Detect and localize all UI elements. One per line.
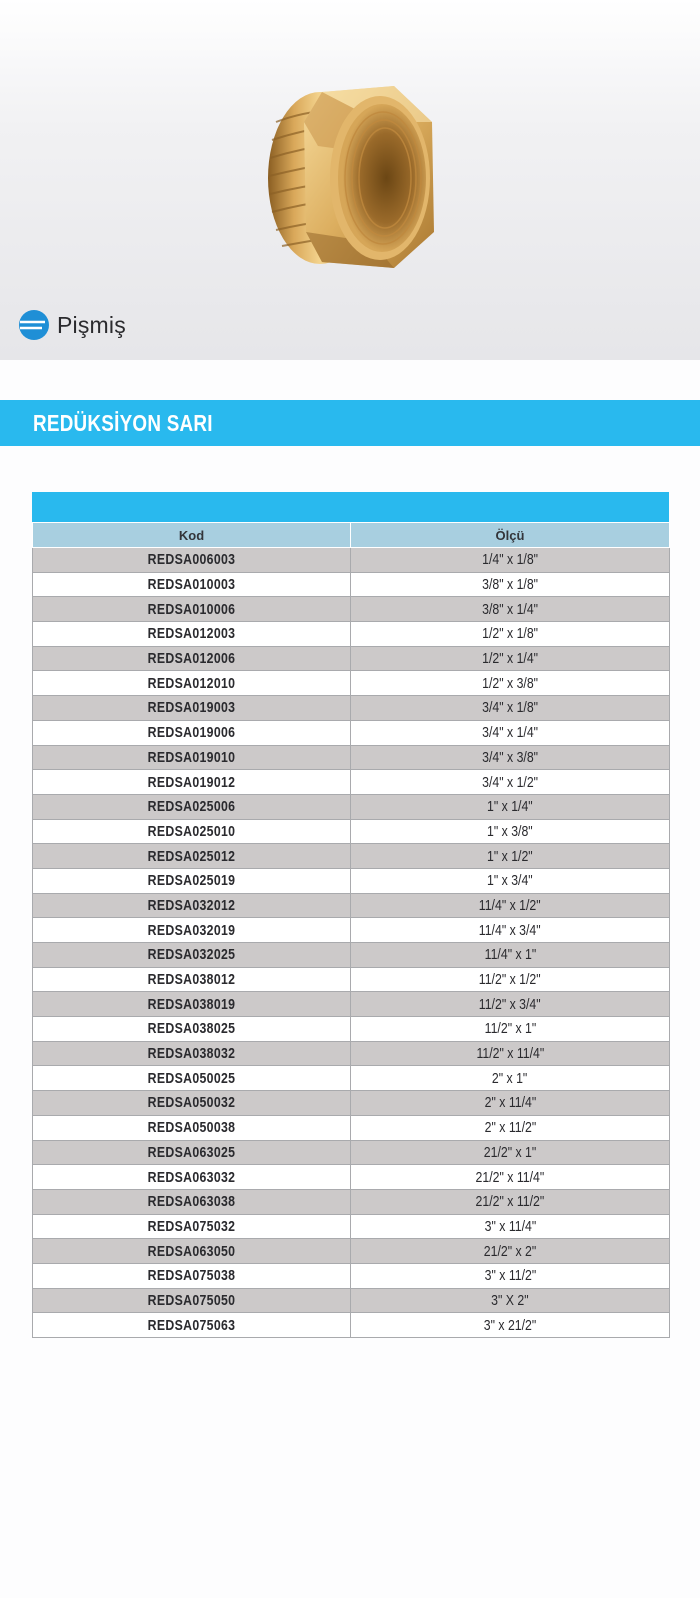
table-row: [33, 992, 670, 1017]
code-text: REDSA019003: [147, 699, 236, 717]
size-text: 2" x 11/4": [484, 1094, 536, 1112]
code-text: REDSA038032: [147, 1045, 236, 1063]
brass-reducer-fitting-icon: [262, 82, 438, 274]
table-row: [33, 548, 670, 573]
row-size: [351, 1041, 670, 1066]
row-size: [351, 572, 670, 597]
size-text: 11/2" x 1/2": [479, 971, 541, 989]
size-text: 1" x 3/4": [487, 872, 533, 890]
table-row: [33, 696, 670, 721]
size-text: 11/2" x 1": [484, 1020, 536, 1038]
row-size: [351, 1140, 670, 1165]
row-code: [33, 572, 351, 597]
row-code: [33, 1066, 351, 1091]
code-text: REDSA038019: [147, 995, 236, 1013]
table-row: [33, 1189, 670, 1214]
table-row: [33, 720, 670, 745]
row-size: [351, 868, 670, 893]
row-size: [351, 1091, 670, 1116]
row-size: [351, 622, 670, 647]
code-text: REDSA063025: [147, 1143, 236, 1161]
code-text: REDSA025012: [147, 847, 236, 865]
code-text: REDSA050025: [147, 1069, 236, 1087]
table-row: [33, 1288, 670, 1313]
size-text: 3/8" x 1/8": [482, 576, 538, 594]
size-text: 2" x 1": [492, 1069, 528, 1087]
row-size: [351, 967, 670, 992]
row-size: [351, 770, 670, 795]
header-size: Ölçü: [351, 523, 670, 548]
size-text: 3/4" x 1/2": [482, 773, 538, 791]
table-row: [33, 1017, 670, 1042]
row-size: [351, 597, 670, 622]
table-row: [33, 893, 670, 918]
row-size: [351, 720, 670, 745]
row-size: [351, 1214, 670, 1239]
row-code: [33, 1263, 351, 1288]
row-code: [33, 992, 351, 1017]
table-row: [33, 844, 670, 869]
table-row: [33, 671, 670, 696]
row-code: [33, 597, 351, 622]
table-row: [33, 770, 670, 795]
size-text: 21/2" x 11/4": [475, 1168, 545, 1186]
table-row: [33, 819, 670, 844]
size-text: 1" x 1/2": [487, 847, 533, 865]
page-title: REDÜKSİYON SARI: [33, 409, 213, 436]
code-text: REDSA025010: [147, 822, 236, 840]
row-code: [33, 770, 351, 795]
row-code: [33, 794, 351, 819]
brand-name: Pişmiş: [57, 311, 126, 338]
code-text: REDSA019006: [147, 724, 236, 742]
row-code: [33, 1140, 351, 1165]
row-code: [33, 967, 351, 992]
code-text: REDSA012003: [147, 625, 236, 643]
size-text: 1/2" x 3/8": [482, 674, 538, 692]
title-banner: [0, 400, 700, 446]
row-size: [351, 1239, 670, 1264]
code-text: REDSA038012: [147, 971, 236, 989]
row-code: [33, 1313, 351, 1338]
row-size: [351, 918, 670, 943]
row-code: [33, 1017, 351, 1042]
code-text: REDSA019010: [147, 748, 236, 766]
size-text: 3" X 2": [491, 1291, 529, 1309]
size-text: 3" x 21/2": [483, 1316, 537, 1334]
size-text: 3" x 11/2": [484, 1267, 536, 1285]
header-code: Kod: [33, 523, 351, 548]
code-text: REDSA012006: [147, 650, 236, 668]
pismis-logo-icon: [18, 309, 50, 341]
size-text: 11/4" x 1": [484, 946, 536, 964]
row-code: [33, 745, 351, 770]
code-text: REDSA050032: [147, 1094, 236, 1112]
row-code: [33, 1041, 351, 1066]
code-text: REDSA075038: [147, 1267, 236, 1285]
row-code: [33, 868, 351, 893]
table-row: [33, 1165, 670, 1190]
size-text: 3/4" x 1/8": [482, 699, 538, 717]
size-text: 11/2" x 3/4": [479, 995, 541, 1013]
size-text: 21/2" x 2": [483, 1242, 537, 1260]
row-size: [351, 1313, 670, 1338]
size-text: 1" x 3/8": [487, 822, 533, 840]
row-code: [33, 622, 351, 647]
code-text: REDSA063032: [147, 1168, 236, 1186]
row-size: [351, 548, 670, 573]
size-text: 1/2" x 1/8": [482, 625, 538, 643]
row-code: [33, 1115, 351, 1140]
table-top-bar: [32, 492, 669, 522]
row-size: [351, 671, 670, 696]
row-size: [351, 745, 670, 770]
row-code: [33, 646, 351, 671]
table-row: [33, 1214, 670, 1239]
row-code: [33, 720, 351, 745]
row-size: [351, 1066, 670, 1091]
row-size: [351, 1189, 670, 1214]
size-text: 1/2" x 1/4": [482, 650, 538, 668]
size-text: 3/4" x 1/4": [482, 724, 538, 742]
row-code: [33, 696, 351, 721]
size-text: 11/4" x 1/2": [479, 896, 541, 914]
code-text: REDSA032012: [147, 896, 236, 914]
row-size: [351, 844, 670, 869]
row-size: [351, 1263, 670, 1288]
code-text: REDSA075050: [147, 1291, 236, 1309]
product-table: [32, 492, 669, 1338]
code-text: REDSA006003: [147, 551, 236, 569]
table-row: [33, 572, 670, 597]
row-code: [33, 893, 351, 918]
table-header-row: [33, 523, 670, 548]
table-row: [33, 1313, 670, 1338]
row-code: [33, 918, 351, 943]
code-text: REDSA025006: [147, 798, 236, 816]
row-size: [351, 893, 670, 918]
code-text: REDSA010003: [147, 576, 236, 594]
size-text: 1/4" x 1/8": [482, 551, 538, 569]
code-text: REDSA063050: [147, 1242, 236, 1260]
row-code: [33, 1091, 351, 1116]
row-code: [33, 1189, 351, 1214]
row-code: [33, 1288, 351, 1313]
row-size: [351, 1115, 670, 1140]
row-code: [33, 844, 351, 869]
table-row: [33, 868, 670, 893]
size-text: 11/2" x 11/4": [476, 1045, 544, 1063]
row-size: [351, 1165, 670, 1190]
row-code: [33, 671, 351, 696]
table-row: [33, 918, 670, 943]
row-size: [351, 1017, 670, 1042]
size-text: 21/2" x 1": [483, 1143, 537, 1161]
table-body: [33, 548, 670, 1338]
table-row: [33, 646, 670, 671]
row-size: [351, 1288, 670, 1313]
table-row: [33, 1041, 670, 1066]
row-size: [351, 646, 670, 671]
code-text: REDSA012010: [147, 674, 236, 692]
row-size: [351, 794, 670, 819]
code-text: REDSA032019: [147, 921, 236, 939]
size-text: 2" x 11/2": [484, 1119, 536, 1137]
row-code: [33, 819, 351, 844]
table-row: [33, 745, 670, 770]
row-size: [351, 819, 670, 844]
table-row: [33, 1140, 670, 1165]
row-size: [351, 696, 670, 721]
table-row: [33, 1066, 670, 1091]
row-size: [351, 992, 670, 1017]
hero-banner: [0, 0, 700, 360]
code-text: REDSA063038: [147, 1193, 236, 1211]
code-text: REDSA038025: [147, 1020, 236, 1038]
table-row: [33, 597, 670, 622]
table-row: [33, 1091, 670, 1116]
table-row: [33, 1263, 670, 1288]
row-code: [33, 1214, 351, 1239]
code-text: REDSA019012: [147, 773, 236, 791]
row-size: [351, 943, 670, 968]
table-row: [33, 794, 670, 819]
code-text: REDSA032025: [147, 946, 236, 964]
size-text: 21/2" x 11/2": [475, 1193, 545, 1211]
brand-logo: [18, 308, 126, 342]
code-text: REDSA075063: [147, 1316, 236, 1334]
size-table: [32, 522, 670, 1338]
row-code: [33, 943, 351, 968]
table-row: [33, 1115, 670, 1140]
size-text: 3" x 11/4": [484, 1217, 536, 1235]
code-text: REDSA075032: [147, 1217, 236, 1235]
row-code: [33, 1165, 351, 1190]
size-text: 3/8" x 1/4": [482, 600, 538, 618]
size-text: 3/4" x 3/8": [482, 748, 538, 766]
row-code: [33, 1239, 351, 1264]
code-text: REDSA025019: [147, 872, 236, 890]
table-row: [33, 943, 670, 968]
table-row: [33, 622, 670, 647]
row-code: [33, 548, 351, 573]
table-row: [33, 1239, 670, 1264]
size-text: 1" x 1/4": [487, 798, 533, 816]
size-text: 11/4" x 3/4": [479, 921, 541, 939]
code-text: REDSA050038: [147, 1119, 236, 1137]
code-text: REDSA010006: [147, 600, 236, 618]
table-row: [33, 967, 670, 992]
